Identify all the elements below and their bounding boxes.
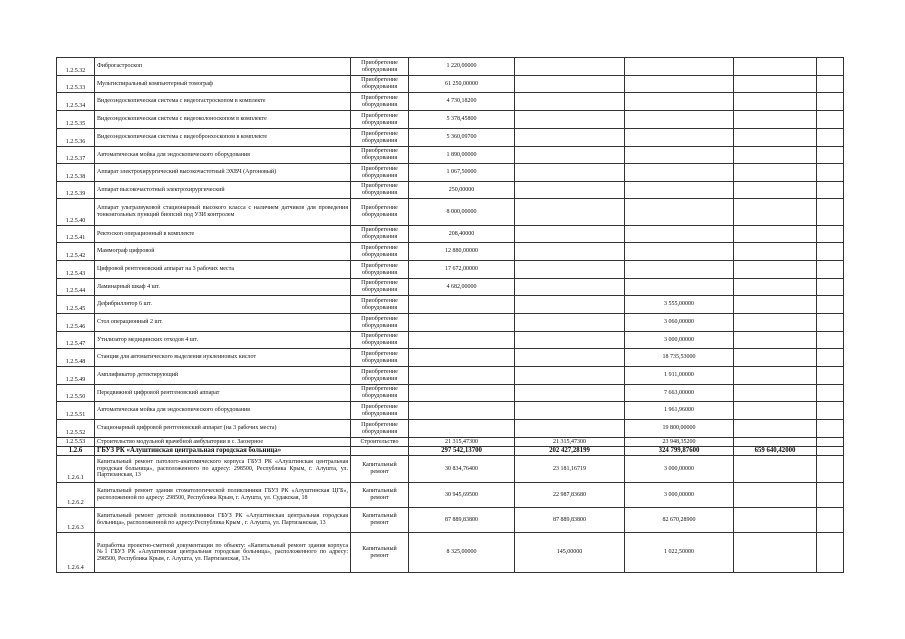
table-row [57, 402, 844, 420]
row-code: 1.2.5.43 [57, 261, 95, 279]
row-value-4 [734, 164, 817, 182]
row-value-1: 1 220,00000 [409, 58, 515, 76]
table-row [57, 164, 844, 182]
row-type: Приобретение оборудования [351, 199, 409, 226]
row-code: 1.2.6.3 [57, 508, 95, 533]
row-name: Утилизатор медицинских отходов 4 шт. [95, 332, 351, 349]
table-body [57, 58, 844, 573]
row-code: 1.2.5.37 [57, 147, 95, 164]
row-value-3: 19 800,00000 [625, 420, 734, 438]
row-name: Передвижной цифровой рентгеновский аппарат [95, 385, 351, 402]
row-value-2 [515, 385, 625, 402]
table-row [57, 367, 844, 385]
row-value-4 [734, 129, 817, 147]
row-type: Приобретение оборудования [351, 76, 409, 93]
row-type: Приобретение оборудования [351, 182, 409, 199]
row-value-3 [625, 129, 734, 147]
row-value-1: 87 889,83800 [409, 508, 515, 533]
row-type: Приобретение оборудования [351, 111, 409, 129]
row-empty [817, 367, 844, 385]
row-value-4 [734, 385, 817, 402]
row-value-2: 22 987,83680 [515, 483, 625, 508]
table-row [57, 456, 844, 483]
row-value-4 [734, 402, 817, 420]
row-value-2: 21 315,47300 [515, 438, 625, 447]
row-value-4 [734, 367, 817, 385]
row-name: Стационарный цифровой рентгеновский аппарат (на 3 рабочих места) [95, 420, 351, 438]
row-value-2: 202 427,28199 [515, 447, 625, 456]
row-name: Фиброгастроскоп [95, 58, 351, 76]
table-row [57, 533, 844, 573]
row-type: Капитальный ремонт [351, 508, 409, 533]
row-type: Приобретение оборудования [351, 296, 409, 314]
row-value-4 [734, 93, 817, 111]
row-empty [817, 483, 844, 508]
row-type: Приобретение оборудования [351, 420, 409, 438]
row-empty [817, 447, 844, 456]
row-code: 1.2.6.4 [57, 533, 95, 573]
table-row [57, 447, 844, 456]
row-name: Стол операционный 2 шт. [95, 314, 351, 332]
row-empty [817, 182, 844, 199]
row-value-1: 5 378,45800 [409, 111, 515, 129]
row-value-4 [734, 332, 817, 349]
row-code: 1.2.6 [57, 447, 95, 456]
row-value-2 [515, 296, 625, 314]
table-row [57, 296, 844, 314]
table-row [57, 332, 844, 349]
row-value-4 [734, 456, 817, 483]
row-name: Видеоэндоскопическая система с видеогастроскопом в комплекте [95, 93, 351, 111]
row-empty [817, 533, 844, 573]
row-value-1: 8 325,00000 [409, 533, 515, 573]
row-value-1: 30 834,76400 [409, 456, 515, 483]
row-value-1: 21 315,47300 [409, 438, 515, 447]
row-type: Приобретение оборудования [351, 367, 409, 385]
row-name: Капитальный ремонт патолого-анатомического корпуса ГБУЗ РК «Алуштинская центральная городская больница», расположенного по адресу: 298500, Республика Крым, г. Алушта, ул. Партизанская, 13 [95, 456, 351, 483]
row-type: Приобретение оборудования [351, 226, 409, 243]
row-name: Цифровой рентгеновский аппарат на 3 рабочих места [95, 261, 351, 279]
row-value-4 [734, 483, 817, 508]
row-value-2 [515, 261, 625, 279]
row-type: Приобретение оборудования [351, 385, 409, 402]
table-row [57, 349, 844, 367]
row-name: Мультиспиральный компьютерный томограф [95, 76, 351, 93]
row-value-3 [625, 147, 734, 164]
table-row [57, 111, 844, 129]
row-value-3: 23 948,35200 [625, 438, 734, 447]
row-code: 1.2.5.32 [57, 58, 95, 76]
row-value-2 [515, 402, 625, 420]
row-value-1: 8 000,00000 [409, 199, 515, 226]
table-row [57, 226, 844, 243]
table-row [57, 129, 844, 147]
row-value-1: 1 890,00000 [409, 147, 515, 164]
row-type: Приобретение оборудования [351, 164, 409, 182]
row-name: Строительство модульной врачебной амбулатории в с. Заозерное [95, 438, 351, 447]
row-value-4 [734, 111, 817, 129]
row-type: Приобретение оборудования [351, 147, 409, 164]
row-value-1: 4 730,18200 [409, 93, 515, 111]
row-value-2 [515, 332, 625, 349]
row-value-3 [625, 243, 734, 261]
row-value-2 [515, 76, 625, 93]
row-empty [817, 93, 844, 111]
budget-table [56, 57, 844, 573]
row-empty [817, 199, 844, 226]
row-empty [817, 129, 844, 147]
row-value-1: 297 542,13700 [409, 447, 515, 456]
row-value-4 [734, 58, 817, 76]
row-value-1 [409, 367, 515, 385]
row-value-2: 23 181,16719 [515, 456, 625, 483]
table-row [57, 58, 844, 76]
row-value-3: 324 799,87600 [625, 447, 734, 456]
row-name: Дефибриллятор 6 шт. [95, 296, 351, 314]
row-value-2 [515, 199, 625, 226]
table-row [57, 385, 844, 402]
row-value-1 [409, 296, 515, 314]
row-name: Ламинарный шкаф 4 шт. [95, 279, 351, 296]
row-code: 1.2.5.50 [57, 385, 95, 402]
row-code: 1.2.5.44 [57, 279, 95, 296]
row-type: Приобретение оборудования [351, 243, 409, 261]
row-value-4 [734, 314, 817, 332]
table-row [57, 508, 844, 533]
row-value-2 [515, 93, 625, 111]
row-type: Приобретение оборудования [351, 93, 409, 111]
table-row [57, 199, 844, 226]
table-row [57, 483, 844, 508]
row-value-3 [625, 261, 734, 279]
row-value-3: 1 911,00000 [625, 367, 734, 385]
row-value-3: 18 735,53000 [625, 349, 734, 367]
row-code: 1.2.5.36 [57, 129, 95, 147]
row-code: 1.2.5.39 [57, 182, 95, 199]
row-type: Приобретение оборудования [351, 261, 409, 279]
row-value-1: 17 672,00000 [409, 261, 515, 279]
row-type: Капитальный ремонт [351, 483, 409, 508]
row-type: Капитальный ремонт [351, 456, 409, 483]
row-value-1 [409, 314, 515, 332]
row-value-2: 145,00000 [515, 533, 625, 573]
row-code: 1.2.5.46 [57, 314, 95, 332]
row-value-4 [734, 533, 817, 573]
row-value-1 [409, 332, 515, 349]
row-name: Капитальный ремонт здания стоматологической поликлиники ГБУЗ РК «Алуштинская ЦГБ», расположенной по адресу: 298500, Республика Крым, г. Алушта, ул. Судакская, 18 [95, 483, 351, 508]
row-value-4 [734, 296, 817, 314]
row-value-1 [409, 420, 515, 438]
row-empty [817, 296, 844, 314]
row-value-3 [625, 199, 734, 226]
row-value-4 [734, 76, 817, 93]
table-row [57, 420, 844, 438]
row-value-1 [409, 385, 515, 402]
row-value-1: 5 360,09700 [409, 129, 515, 147]
row-value-4 [734, 420, 817, 438]
row-value-4 [734, 279, 817, 296]
row-name: Амплификатор детектирующий [95, 367, 351, 385]
row-value-4 [734, 508, 817, 533]
row-value-4 [734, 147, 817, 164]
row-value-1: 1 067,50000 [409, 164, 515, 182]
row-name: Станция для автоматического выделения нуклеиновых кислот [95, 349, 351, 367]
row-value-2 [515, 420, 625, 438]
row-value-1: 12 880,00000 [409, 243, 515, 261]
row-value-4 [734, 438, 817, 447]
row-value-2 [515, 111, 625, 129]
table-row [57, 261, 844, 279]
row-name: Капитальный ремонт детской поликлиники ГБУЗ РК «Алуштинская центральная городская больница», расположенной по адресу:Республика Крым , г. Алушта, ул. Партизанская, 13 [95, 508, 351, 533]
row-code: 1.2.5.47 [57, 332, 95, 349]
row-value-1: 4 682,00000 [409, 279, 515, 296]
row-empty [817, 438, 844, 447]
row-value-3: 82 670,28900 [625, 508, 734, 533]
row-type: Приобретение оборудования [351, 314, 409, 332]
row-name: Аппарат высокочастотный электрохирургический [95, 182, 351, 199]
row-value-1 [409, 402, 515, 420]
row-value-3: 3 060,00000 [625, 314, 734, 332]
row-empty [817, 349, 844, 367]
row-value-3 [625, 279, 734, 296]
row-value-4: 659 640,42000 [734, 447, 817, 456]
row-value-1: 208,40000 [409, 226, 515, 243]
row-code: 1.2.5.51 [57, 402, 95, 420]
row-code: 1.2.5.33 [57, 76, 95, 93]
row-type: Приобретение оборудования [351, 349, 409, 367]
row-code: 1.2.5.40 [57, 199, 95, 226]
row-value-3: 1 022,50000 [625, 533, 734, 573]
row-name: Аппарат электрохирургический высокочастотный ЭХВЧ (Аргоновый) [95, 164, 351, 182]
row-type: Приобретение оборудования [351, 402, 409, 420]
row-value-4 [734, 182, 817, 199]
row-type: Строительство [351, 438, 409, 447]
row-empty [817, 58, 844, 76]
table-row [57, 279, 844, 296]
row-value-4 [734, 226, 817, 243]
row-empty [817, 314, 844, 332]
row-type: Капитальный ремонт [351, 533, 409, 573]
row-value-4 [734, 349, 817, 367]
row-code: 1.2.5.41 [57, 226, 95, 243]
row-code: 1.2.5.45 [57, 296, 95, 314]
row-value-3: 3 000,00000 [625, 332, 734, 349]
row-type [351, 447, 409, 456]
table-row [57, 147, 844, 164]
row-value-4 [734, 261, 817, 279]
row-code: 1.2.5.49 [57, 367, 95, 385]
row-empty [817, 332, 844, 349]
table-row [57, 438, 844, 447]
table-row [57, 243, 844, 261]
row-code: 1.2.5.38 [57, 164, 95, 182]
row-name: Разработка проектно-сметной документации по объекту: «Капитальный ремонт здания корпуса №1 ГБУЗ РК «Алуштинская центральная городская больница», расположенного по адресу: 298500, Республика Крым, г. Алушта, ул. Партизанская, 13» [95, 533, 351, 573]
row-name: Маммограф цифровой [95, 243, 351, 261]
document-page [56, 57, 843, 573]
row-value-4 [734, 199, 817, 226]
row-value-2 [515, 367, 625, 385]
row-name: Автоматическая мойка для эндоскопического оборудования [95, 147, 351, 164]
row-empty [817, 420, 844, 438]
row-value-3: 3 000,00000 [625, 483, 734, 508]
row-empty [817, 243, 844, 261]
row-value-2 [515, 226, 625, 243]
row-empty [817, 226, 844, 243]
row-code: 1.2.6.1 [57, 456, 95, 483]
row-value-1 [409, 349, 515, 367]
row-value-4 [734, 243, 817, 261]
row-empty [817, 111, 844, 129]
row-value-2 [515, 147, 625, 164]
row-name: ГБУЗ РК «Алуштинская центральная городская больница» [95, 447, 351, 456]
row-value-3 [625, 164, 734, 182]
row-code: 1.2.6.2 [57, 483, 95, 508]
row-value-2 [515, 314, 625, 332]
row-empty [817, 402, 844, 420]
row-code: 1.2.5.34 [57, 93, 95, 111]
row-empty [817, 76, 844, 93]
row-value-3 [625, 58, 734, 76]
row-empty [817, 279, 844, 296]
row-value-1: 250,00000 [409, 182, 515, 199]
row-type: Приобретение оборудования [351, 129, 409, 147]
row-value-2 [515, 243, 625, 261]
row-value-2 [515, 129, 625, 147]
row-value-2 [515, 164, 625, 182]
row-empty [817, 147, 844, 164]
row-code: 1.2.5.48 [57, 349, 95, 367]
row-code: 1.2.5.42 [57, 243, 95, 261]
row-empty [817, 261, 844, 279]
row-name: Аппарат ультразвуковой стационарный высокого класса с наличием датчиков для проведения тонкоигольных пункций биопсий под УЗИ контролем [95, 199, 351, 226]
row-value-2 [515, 349, 625, 367]
row-name: Автоматическая мойка для эндоскопического оборудования [95, 402, 351, 420]
row-value-3 [625, 111, 734, 129]
row-value-3: 3 555,00000 [625, 296, 734, 314]
row-empty [817, 385, 844, 402]
row-code: 1.2.5.35 [57, 111, 95, 129]
table-row [57, 314, 844, 332]
row-value-3: 1 961,96000 [625, 402, 734, 420]
row-value-2 [515, 58, 625, 76]
row-code: 1.2.5.53 [57, 438, 95, 447]
table-row [57, 182, 844, 199]
row-value-2: 87 889,83800 [515, 508, 625, 533]
row-name: Ректоскоп операционный в комплекте [95, 226, 351, 243]
row-empty [817, 508, 844, 533]
row-name: Видеоэндоскопическая система с видеобронхоскопом в комплекте [95, 129, 351, 147]
row-name: Видеоэндоскопическая система с видеоколоноскопом в комплекте [95, 111, 351, 129]
row-value-2 [515, 279, 625, 296]
row-value-1: 30 945,69500 [409, 483, 515, 508]
row-code: 1.2.5.52 [57, 420, 95, 438]
row-value-3 [625, 226, 734, 243]
row-type: Приобретение оборудования [351, 279, 409, 296]
row-type: Приобретение оборудования [351, 332, 409, 349]
row-empty [817, 456, 844, 483]
row-value-3 [625, 182, 734, 199]
row-value-1: 61 250,00000 [409, 76, 515, 93]
row-value-3: 7 663,00000 [625, 385, 734, 402]
row-value-3: 3 000,00000 [625, 456, 734, 483]
row-value-3 [625, 76, 734, 93]
row-value-3 [625, 93, 734, 111]
row-type: Приобретение оборудования [351, 58, 409, 76]
row-empty [817, 164, 844, 182]
table-row [57, 93, 844, 111]
row-value-2 [515, 182, 625, 199]
table-row [57, 76, 844, 93]
